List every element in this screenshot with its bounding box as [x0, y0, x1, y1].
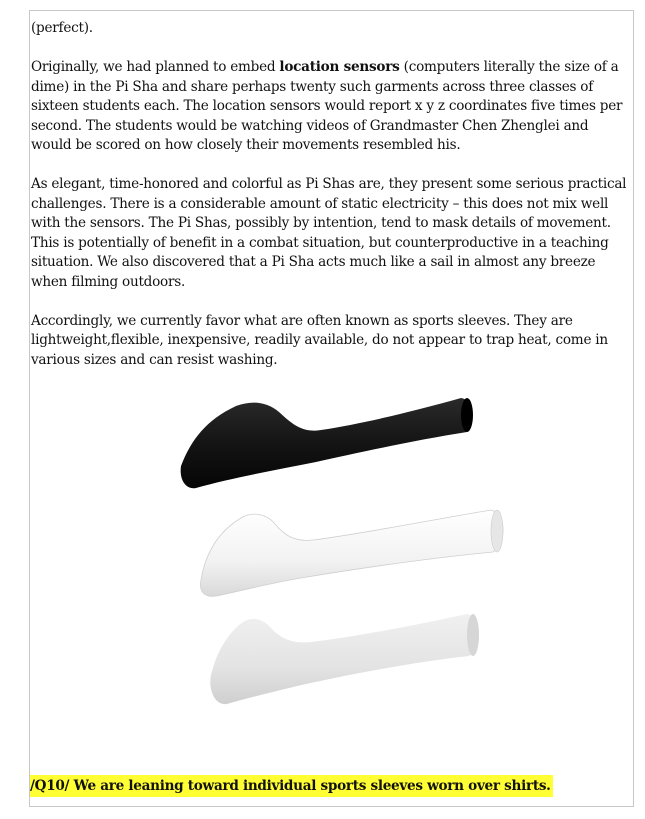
paragraph-original-plan: [31, 58, 632, 156]
sports-sleeves-illustration: [31, 370, 636, 750]
paragraph-pi-sha-challenges: As elegant, time-honored and colorful as Pi Shas are, they present some serious practical challenges. There is a considerable amount of static electricity – this does not mix well with the sensors. The Pi Shas, possibly by intention, tend to mask details of movement. This is potentially of benefit in a combat situation, but counterproductive in a teaching situation. We also discovered that a Pi Sha acts much like a sail in almost any breeze when filming outdoors.: [31, 176, 627, 290]
grey-sleeve: [210, 614, 479, 704]
q10-highlighted-statement: /Q10/ We are leaning toward individual sports sleeves worn over shirts.: [30, 775, 553, 797]
document-page: [29, 10, 634, 807]
sports-sleeves-image: [31, 370, 636, 750]
black-sleeve: [181, 398, 473, 488]
paragraph-sports-sleeves: Accordingly, we currently favor what are often known as sports sleeves. They are lightweight,flexible, inexpensive, readily available, do not appear to trap heat, come in various sizes and can resist washing.: [31, 312, 608, 368]
para1-text-before: Originally, we had planned to embed: [31, 59, 280, 75]
para1-text-after: (computers literally the size of a dime) in the Pi Sha and share perhaps twenty such garments across three classes of sixteen students each. The location sensors would report x y z coordinates five times per second. The students would be watching videos of Grandmaster Chen Zhenglei and would be scored on how closely their movements resembled his.: [31, 59, 623, 153]
white-sleeve: [201, 510, 503, 596]
paragraph-perfect: (perfect).: [31, 20, 93, 36]
location-sensors-term: location sensors: [279, 59, 400, 75]
